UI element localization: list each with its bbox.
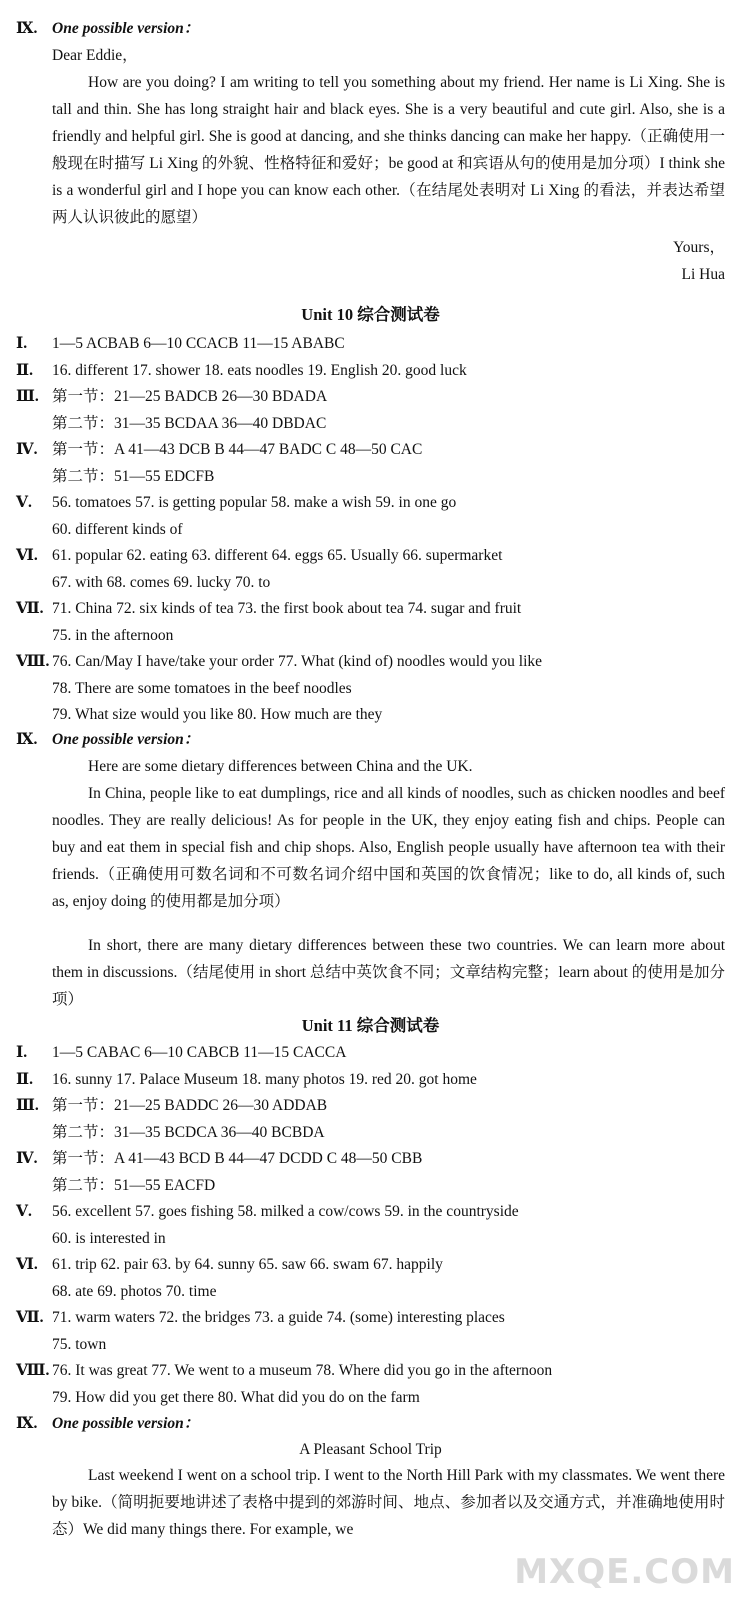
section-marker: Ⅲ. [16,1097,39,1114]
version-label-top: One possible version： [52,20,200,37]
answer-row: 79. What size would you like 80. How much are they [52,706,383,723]
answer-row: 第二节：31—35 BCDAA 36—40 DBDAC [52,414,327,432]
section-marker-ix-unit10: Ⅸ. [16,731,38,748]
answer-row: 75. town [52,1335,107,1353]
letter-greeting: Dear Eddie， [52,47,138,64]
answer-row: 60. is interested in [52,1229,166,1247]
section-marker-ix-unit11: Ⅸ. [16,1415,38,1432]
section-marker: Ⅵ. [16,1256,38,1273]
unit10-heading: Unit 10 综合测试卷 [301,305,440,324]
answer-row: 第二节：51—55 EDCFB [52,467,215,485]
letter-signature: Li Hua [681,266,725,283]
section-marker: Ⅳ. [16,1150,38,1167]
section-marker: Ⅷ. [16,1362,50,1379]
answer-row: 16. sunny 17. Palace Museum 18. many photos 19. red 20. got home [52,1070,477,1088]
section-marker: Ⅳ. [16,441,38,458]
answer-row: 第一节：21—25 BADCB 26—30 BDADA [52,388,328,405]
answer-row: 78. There are some tomatoes in the beef noodles [52,679,352,697]
answer-row: 79. How did you get there 80. What did you do on the farm [52,1388,420,1406]
answer-row: 68. ate 69. photos 70. time [52,1282,217,1300]
section-marker-ix-top: Ⅸ. [16,20,38,37]
answer-row: 第一节：21—25 BADDC 26—30 ADDAB [52,1097,328,1114]
letter-body: How are you doing? I am writing to tell you something about my friend. Her name is Li Xing. She is tall and thin. She has long straight hair and black eyes. She is a very beautiful and cute girl. Also, she is a friendly and helpful girl. She is good at dancing, and she thinks dancing can make her happy.（正确使用一般现在时描写 Li Xing 的外貌、性格特征和爱好；be good at 和宾语从句的使用是加分项）I think she is a wonderful girl and I hope you can know each other.（在结尾处表明对 Li Xing 的看法，并表达希望两人认识彼此的愿望） [52,74,725,226]
answer-row: 75. in the afternoon [52,626,174,644]
answer-row: 第一节：A 41—43 BCD B 44—47 DCDD C 48—50 CBB [52,1150,423,1167]
answer-row: 61. trip 62. pair 63. by 64. sunny 65. saw 66. swam 67. happily [52,1256,443,1273]
answer-row: 56. excellent 57. goes fishing 58. milked a cow/cows 59. in the countryside [52,1203,519,1220]
section-marker: Ⅵ. [16,547,38,564]
section-marker: Ⅰ. [16,335,28,352]
unit10-essay-p3: In short, there are many dietary differences between these two countries. We can learn more about them in discussions.（结尾使用 in short 总结中英饮食不同；文章结构完整；learn about 的使用是加分项） [52,937,725,1008]
section-marker: Ⅲ. [16,388,39,405]
unit10-essay-p1: Here are some dietary differences between China and the UK. [88,758,473,775]
answer-row: 16. different 17. shower 18. eats noodles 19. English 20. good luck [52,361,467,379]
section-marker: Ⅴ. [16,494,32,511]
answer-row: 71. warm waters 72. the bridges 73. a guide 74. (some) interesting places [52,1309,505,1326]
answer-row: 76. It was great 77. We went to a museum 78. Where did you go in the afternoon [52,1362,553,1379]
section-marker: Ⅷ. [16,653,50,670]
section-marker: Ⅱ. [16,361,33,379]
unit10-essay-p2: In China, people like to eat dumplings, rice and all kinds of noodles, such as chicken noodles and beef noodles. They are really delicious! As for people in the UK, they enjoy eating fish and chips. People can buy and eat them in special fish and chip shops. Also, English people usually have afternoon tea with their friends.（正确使用可数名词和不可数名词介绍中国和英国的饮食情况；like to do, all kinds of, such as, enjoy doing 的使用都是加分项） [52,785,725,910]
answer-row: 第一节：A 41—43 DCB B 44—47 BADC C 48—50 CAC [52,441,423,458]
answer-row: 第二节：31—35 BCDCA 36—40 BCBDA [52,1123,325,1141]
version-label-unit11: One possible version： [52,1415,200,1432]
answer-row: 71. China 72. six kinds of tea 73. the first book about tea 74. sugar and fruit [52,600,522,617]
unit11-heading: Unit 11 综合测试卷 [301,1016,440,1035]
answer-row: 第二节：51—55 EACFD [52,1176,216,1194]
answer-row: 1—5 CABAC 6—10 CABCB 11—15 CACCA [52,1044,347,1061]
section-marker: Ⅱ. [16,1070,33,1088]
answer-row: 76. Can/May I have/take your order 77. What (kind of) noodles would you like [52,653,543,670]
answer-row: 61. popular 62. eating 63. different 64. eggs 65. Usually 66. supermarket [52,547,503,564]
answer-row: 56. tomatoes 57. is getting popular 58. make a wish 59. in one go [52,494,457,511]
version-label-unit10: One possible version： [52,731,200,748]
unit11-essay-p1: Last weekend I went on a school trip. I went to the North Hill Park with my classmates. We went there by bike.（简明扼要地讲述了表格中提到的郊游时间、地点、参加者以及交通方式，并准确地使用时态）We did many things there. For example, we [52,1467,725,1538]
section-marker: Ⅶ. [16,1309,44,1326]
essay-title: A Pleasant School Trip [299,1441,442,1458]
watermark-text: MXQE.COM [514,1552,735,1592]
answer-row: 67. with 68. comes 69. lucky 70. to [52,573,271,591]
answer-row: 1—5 ACBAB 6—10 CCACB 11—15 ABABC [52,335,345,352]
section-marker: Ⅴ. [16,1203,32,1220]
answer-row: 60. different kinds of [52,520,183,538]
section-marker: Ⅶ. [16,600,44,617]
letter-closing: Yours， [673,239,725,256]
section-marker: Ⅰ. [16,1044,28,1061]
